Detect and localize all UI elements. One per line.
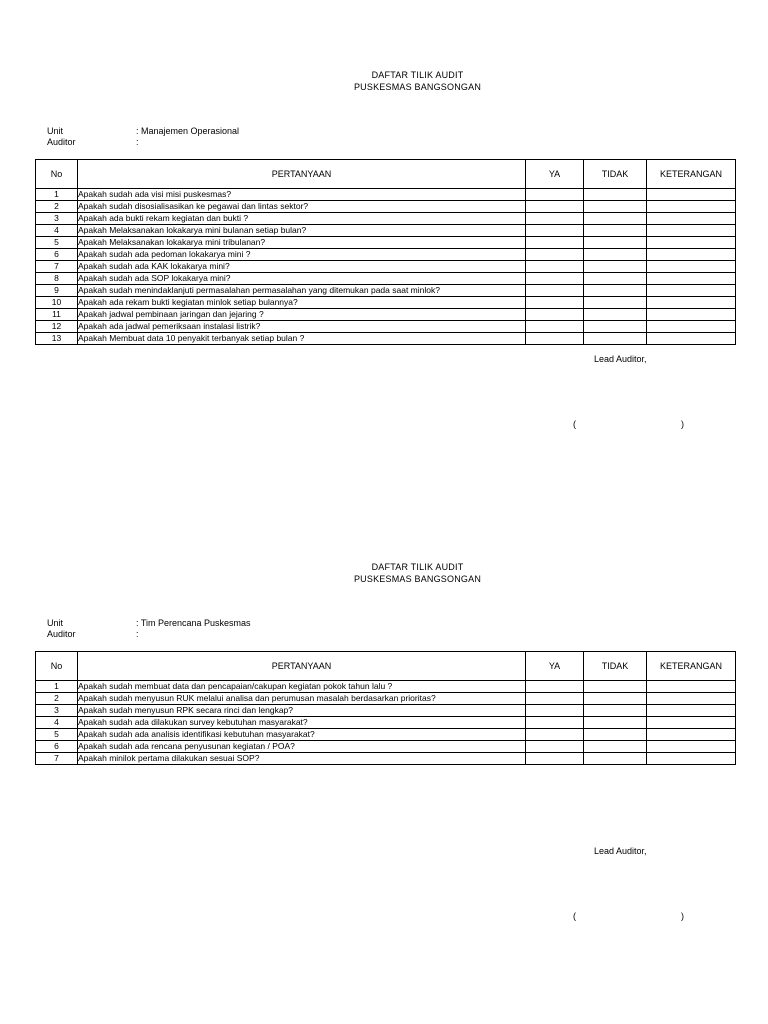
ya-cell[interactable]: [526, 297, 584, 309]
tidak-cell[interactable]: [584, 225, 647, 237]
question-text: Apakah sudah ada rencana penyusunan kegiatan / POA?: [78, 741, 526, 753]
table-row: [36, 333, 736, 345]
table-row: [36, 261, 736, 273]
ya-cell[interactable]: [526, 333, 584, 345]
row-number: 4: [36, 717, 78, 729]
row-number: 10: [36, 297, 78, 309]
table-row: [36, 729, 736, 741]
keterangan-cell[interactable]: [647, 333, 736, 345]
auditor-row: [47, 137, 139, 148]
table-row: [36, 321, 736, 333]
row-number: 1: [36, 189, 78, 201]
header-tidak: TIDAK: [584, 652, 647, 681]
row-number: 12: [36, 321, 78, 333]
question-text: Apakah sudah ada analisis identifikasi kebutuhan masyarakat?: [78, 729, 526, 741]
header-keterangan: KETERANGAN: [647, 652, 736, 681]
table-row: [36, 249, 736, 261]
keterangan-cell[interactable]: [647, 201, 736, 213]
ya-cell[interactable]: [526, 309, 584, 321]
question-text: Apakah ada bukti rekam kegiatan dan bukti ?: [78, 213, 526, 225]
unit-label: Unit: [47, 126, 64, 136]
auditor-value: :: [136, 629, 139, 639]
question-text: Apakah sudah ada dilakukan survey kebutuhan masyarakat?: [78, 717, 526, 729]
row-number: 8: [36, 273, 78, 285]
keterangan-cell[interactable]: [647, 321, 736, 333]
tidak-cell[interactable]: [584, 273, 647, 285]
ya-cell[interactable]: [526, 261, 584, 273]
tidak-cell[interactable]: [584, 249, 647, 261]
question-text: Apakah ada jadwal pemeriksaan instalasi listrik?: [78, 321, 526, 333]
header-ya: YA: [526, 160, 584, 189]
keterangan-cell[interactable]: [647, 717, 736, 729]
question-text: Apakah sudah menyusun RUK melalui analisa dan perumusan masalah berdasarkan prioritas?: [78, 693, 526, 705]
audit-table: [35, 159, 736, 345]
keterangan-cell[interactable]: [647, 213, 736, 225]
unit-label: Unit: [47, 618, 64, 628]
table-row: [36, 717, 736, 729]
ya-cell[interactable]: [526, 249, 584, 261]
tidak-cell[interactable]: [584, 729, 647, 741]
tidak-cell[interactable]: [584, 741, 647, 753]
row-number: 5: [36, 729, 78, 741]
question-text: Apakah ada rekam bukti kegiatan minlok setiap bulannya?: [78, 297, 526, 309]
row-number: 5: [36, 237, 78, 249]
keterangan-cell[interactable]: [647, 249, 736, 261]
document-subtitle: PUSKESMAS BANGSONGAN: [353, 82, 482, 92]
header-no: No: [36, 160, 78, 189]
row-number: 4: [36, 225, 78, 237]
auditor-label: Auditor: [47, 629, 76, 639]
auditor-row: [47, 629, 139, 640]
table-header-row: [36, 160, 736, 189]
row-number: 7: [36, 753, 78, 765]
table-row: [36, 753, 736, 765]
ya-cell[interactable]: [526, 273, 584, 285]
tidak-cell[interactable]: [584, 285, 647, 297]
document-subtitle: PUSKESMAS BANGSONGAN: [353, 574, 482, 584]
row-number: 2: [36, 693, 78, 705]
keterangan-cell[interactable]: [647, 705, 736, 717]
tidak-cell[interactable]: [584, 201, 647, 213]
tidak-cell[interactable]: [584, 705, 647, 717]
table-row: [36, 693, 736, 705]
ya-cell[interactable]: [526, 741, 584, 753]
question-text: Apakah sudah ada KAK lokakarya mini?: [78, 261, 526, 273]
document-title: DAFTAR TILIK AUDIT: [371, 562, 464, 572]
question-text: Apakah Melaksanakan lokakarya mini tribulanan?: [78, 237, 526, 249]
ya-cell[interactable]: [526, 681, 584, 693]
row-number: 2: [36, 201, 78, 213]
unit-row: [47, 618, 251, 629]
tidak-cell[interactable]: [584, 321, 647, 333]
ya-cell[interactable]: [526, 321, 584, 333]
keterangan-cell[interactable]: [647, 297, 736, 309]
tidak-cell[interactable]: [584, 753, 647, 765]
keterangan-cell[interactable]: [647, 261, 736, 273]
table-row: [36, 213, 736, 225]
table-row: [36, 705, 736, 717]
keterangan-cell[interactable]: [647, 225, 736, 237]
table-row: [36, 225, 736, 237]
auditor-label: Auditor: [47, 137, 76, 147]
keterangan-cell[interactable]: [647, 285, 736, 297]
tidak-cell[interactable]: [584, 297, 647, 309]
row-number: 9: [36, 285, 78, 297]
question-text: Apakah sudah disosialisasikan ke pegawai dan lintas sektor?: [78, 201, 526, 213]
keterangan-cell[interactable]: [647, 729, 736, 741]
question-text: Apakah minilok pertama dilakukan sesuai SOP?: [78, 753, 526, 765]
ya-cell[interactable]: [526, 225, 584, 237]
table-row: [36, 681, 736, 693]
question-text: Apakah sudah ada visi misi puskesmas?: [78, 189, 526, 201]
ya-cell[interactable]: [526, 693, 584, 705]
keterangan-cell[interactable]: [647, 237, 736, 249]
unit-value: : Manajemen Operasional: [136, 126, 240, 136]
question-text: Apakah jadwal pembinaan jaringan dan jejaring ?: [78, 309, 526, 321]
table-row: [36, 309, 736, 321]
keterangan-cell[interactable]: [647, 189, 736, 201]
tidak-cell[interactable]: [584, 333, 647, 345]
ya-cell[interactable]: [526, 201, 584, 213]
tidak-cell[interactable]: [584, 189, 647, 201]
unit-row: [47, 126, 239, 137]
tidak-cell[interactable]: [584, 213, 647, 225]
row-number: 6: [36, 741, 78, 753]
ya-cell[interactable]: [526, 237, 584, 249]
tidak-cell[interactable]: [584, 693, 647, 705]
question-text: Apakah sudah menyusun RPK secara rinci dan lengkap?: [78, 705, 526, 717]
table-row: [36, 189, 736, 201]
table-row: [36, 285, 736, 297]
header-no: No: [36, 652, 78, 681]
table-header-row: [36, 652, 736, 681]
tidak-cell[interactable]: [584, 261, 647, 273]
question-text: Apakah sudah ada pedoman lokakarya mini ?: [78, 249, 526, 261]
row-number: 3: [36, 705, 78, 717]
table-row: [36, 201, 736, 213]
header-tidak: TIDAK: [584, 160, 647, 189]
ya-cell[interactable]: [526, 753, 584, 765]
row-number: 7: [36, 261, 78, 273]
question-text: Apakah Melaksanakan lokakarya mini bulanan setiap bulan?: [78, 225, 526, 237]
tidak-cell[interactable]: [584, 717, 647, 729]
tidak-cell[interactable]: [584, 681, 647, 693]
row-number: 3: [36, 213, 78, 225]
row-number: 11: [36, 309, 78, 321]
table-row: [36, 741, 736, 753]
keterangan-cell[interactable]: [647, 753, 736, 765]
header-ya: YA: [526, 652, 584, 681]
signature-paren-open: (: [573, 419, 576, 429]
ya-cell[interactable]: [526, 717, 584, 729]
tidak-cell[interactable]: [584, 237, 647, 249]
row-number: 13: [36, 333, 78, 345]
header-keterangan: KETERANGAN: [647, 160, 736, 189]
audit-table: [35, 651, 736, 765]
table-row: [36, 237, 736, 249]
signature-paren-close: ): [681, 419, 684, 429]
signature-paren-open: (: [573, 911, 576, 921]
keterangan-cell[interactable]: [647, 309, 736, 321]
ya-cell[interactable]: [526, 213, 584, 225]
question-text: Apakah Membuat data 10 penyakit terbanyak setiap bulan ?: [78, 333, 526, 345]
keterangan-cell[interactable]: [647, 273, 736, 285]
table-row: [36, 297, 736, 309]
lead-auditor-label: Lead Auditor,: [594, 846, 647, 856]
header-pertanyaan: PERTANYAAN: [78, 652, 526, 681]
tidak-cell[interactable]: [584, 309, 647, 321]
unit-value: : Tim Perencana Puskesmas: [136, 618, 251, 628]
row-number: 6: [36, 249, 78, 261]
ya-cell[interactable]: [526, 705, 584, 717]
keterangan-cell[interactable]: [647, 693, 736, 705]
keterangan-cell[interactable]: [647, 741, 736, 753]
keterangan-cell[interactable]: [647, 681, 736, 693]
header-pertanyaan: PERTANYAAN: [78, 160, 526, 189]
question-text: Apakah sudah menindaklanjuti permasalahan permasalahan yang ditemukan pada saat minlok?: [78, 285, 526, 297]
question-text: Apakah sudah ada SOP lokakarya mini?: [78, 273, 526, 285]
ya-cell[interactable]: [526, 189, 584, 201]
signature-paren-close: ): [681, 911, 684, 921]
ya-cell[interactable]: [526, 285, 584, 297]
lead-auditor-label: Lead Auditor,: [594, 354, 647, 364]
table-row: [36, 273, 736, 285]
row-number: 1: [36, 681, 78, 693]
question-text: Apakah sudah membuat data dan pencapaian/cakupan kegiatan pokok tahun lalu ?: [78, 681, 526, 693]
document-title: DAFTAR TILIK AUDIT: [371, 70, 464, 80]
ya-cell[interactable]: [526, 729, 584, 741]
auditor-value: :: [136, 137, 139, 147]
